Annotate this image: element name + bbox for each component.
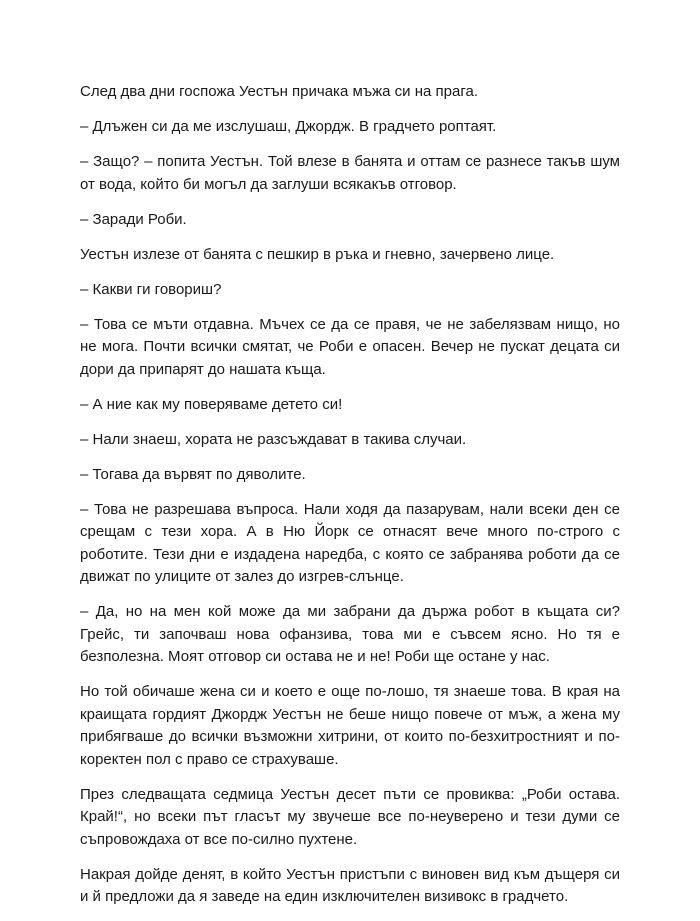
paragraph: – Заради Роби. (80, 210, 187, 228)
paragraph: През следващата седмица Уестън десет пъти се провиква: „Роби остава. Край!“, но всеки път гласът му звучеше все по-неуверено и тези думи се съпровождаха от все по-силно пухтене. (80, 785, 620, 848)
paragraph: – Какви ги говориш? (80, 280, 222, 298)
paragraph: След два дни госпожа Уестън причака мъжа си на прага. (80, 83, 478, 100)
paragraph: Уестън излезе от банята с пешкир в ръка и гневно, зачервено лице. (80, 245, 555, 263)
paragraph: – Това не разрешава въпроса. Нали ходя да пазарувам, нали всеки ден се срещам с тези хора. А в Ню Йорк се отнасят вече много по-строго с роботите. Тези дни е издадена наредба, с която се забранява роботи да се движат по улиците от залез до изгрев-слънце. (80, 500, 620, 585)
paragraph: – Тогава да вървят по дяволите. (80, 465, 306, 483)
text-body (80, 81, 620, 921)
paragraph: Но той обичаше жена си и което е още по-лошо, тя знаеше това. В края на краищата гордият Джордж Уестън не беше нищо повече от мъж, а жена му прибягваше до всички възможни хитрини, от които по-безхитростният и по-коректен пол с право се страхуваше. (80, 683, 620, 768)
paragraph: – Това се мъти отдавна. Мъчех се да се правя, че не забелязвам нищо, но не мога. Почти всички смятат, че Роби е опасен. Вечер не пускат децата си дори да припарят до нашата къща. (80, 315, 620, 378)
paragraph: Накрая дойде денят, в който Уестън пристъпи с виновен вид към дъщеря си и й предложи да я заведе на един изключителен визивокс в градчето. (80, 865, 620, 905)
paragraph: – Нали знаеш, хората не разсъждават в такива случаи. (80, 430, 467, 448)
paragraph: – Да, но на мен кой може да ми забрани да държа робот в къщата си? Грейс, ти започваш нова офанзива, това ми е съвсем ясно. Но тя е безполезна. Моят отговор си остава не и не! Роби ще остане у нас. (80, 603, 620, 665)
paragraph: – Защо? – попита Уестън. Той влезе в банята и оттам се разнесе такъв шум от вода, който би могъл да заглуши всякакъв отговор. (80, 153, 620, 193)
paragraph: – А ние как му поверяваме детето си! (80, 395, 343, 413)
paragraph: – Длъжен си да ме изслушаш, Джордж. В градчето роптаят. (80, 118, 497, 135)
